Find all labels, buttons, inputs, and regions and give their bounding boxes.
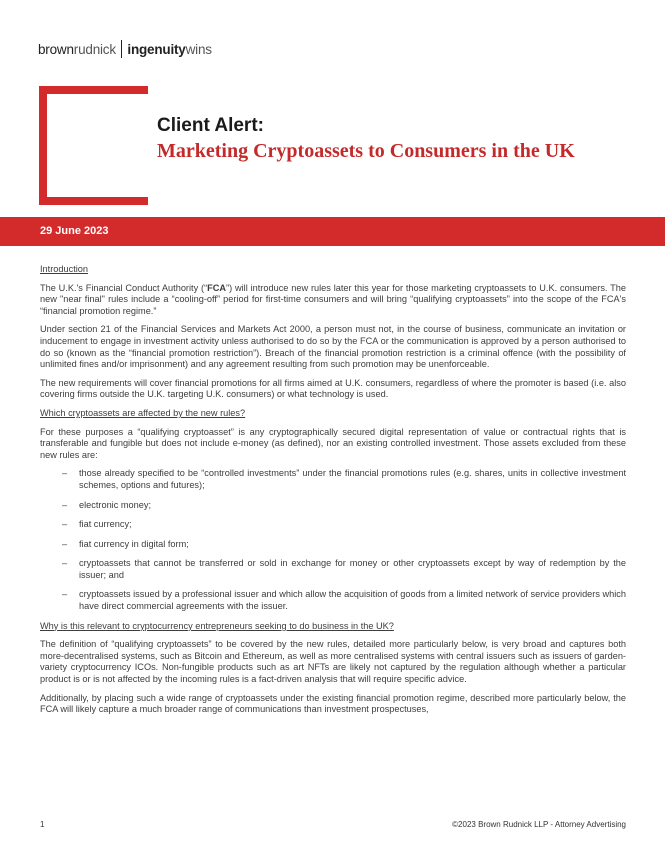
paragraph-section21: Under section 21 of the Financial Services and Markets Act 2000, a person must not, in the course of business, communicate an invitation or inducement to engage in investment activity unless authorised to do so by the FCA or the communication is approved by a person authorised to do so (known as the “financial promotion restriction”). Breach of the financial promotion restriction is a criminal offence (with the possibility of unlimited fines and/or imprisonment) and any agreement resulting from such promotion may be unenforceable. bbox=[40, 324, 626, 370]
page-title-label: Client Alert: bbox=[157, 115, 264, 136]
dash-bullet: – bbox=[62, 519, 68, 530]
publication-date: 29 June 2023 bbox=[40, 225, 109, 237]
list-item bbox=[40, 500, 626, 512]
list-item bbox=[40, 589, 626, 612]
paragraph-new-requirements: The new requirements will cover financial promotions for all firms aimed at U.K. consumers, regardless of where the promoter is based (i.e. also covering firms outside the U.K. targeting U.K. consumers) or what technology is used. bbox=[40, 377, 626, 400]
brand-logo bbox=[38, 40, 212, 58]
dash-bullet: – bbox=[62, 558, 68, 569]
document-body bbox=[40, 264, 626, 723]
logo-ingenuity: ingenuity bbox=[127, 41, 186, 57]
list-item bbox=[40, 558, 626, 581]
logo-brown: brown bbox=[38, 41, 74, 57]
page-title: Marketing Cryptoassets to Consumers in the UK bbox=[157, 140, 575, 162]
dash-bullet: – bbox=[62, 538, 68, 549]
list-item-text: electronic money; bbox=[79, 499, 152, 510]
footer-copyright: ©2023 Brown Rudnick LLP - Attorney Advertising bbox=[452, 820, 626, 829]
logo-rudnick: rudnick bbox=[73, 41, 116, 57]
paragraph-definition-scope: The definition of “qualifying cryptoassets” to be covered by the new rules, detailed more particularly below, is very broad and captures both more-decentralised systems, such as Bitcoin and Ethereum, as well as more centralised systems with central issuers such as issuers of garden-variety cryptocurrency ICOs. Non-fungible products such as art NFTs are likely not captured by the regulation although whether a particular product is or is not affected by the incoming rules is a fact-driven analysis that will require specific advice. bbox=[40, 639, 626, 685]
date-banner bbox=[0, 217, 665, 246]
list-item-text: those already specified to be “controlled investments” under the financial promotions rules (e.g. shares, units in collective investment schemes, options and futures); bbox=[79, 468, 626, 490]
logo-divider bbox=[121, 40, 123, 58]
dash-bullet: – bbox=[62, 589, 68, 600]
list-item bbox=[40, 539, 626, 551]
heading-introduction: Introduction bbox=[40, 264, 89, 274]
list-item-text: fiat currency; bbox=[79, 519, 132, 530]
paragraph-additionally: Additionally, by placing such a wide range of cryptoassets under the existing financial promotion regime, described more particularly below, the FCA will likely capture a much broader range of communications than investment prospectuses, bbox=[40, 692, 626, 715]
exclusions-list bbox=[40, 468, 626, 612]
list-item-text: fiat currency in digital form; bbox=[79, 538, 189, 549]
paragraph-intro-part2: ”) will introduce new rules later this year for those marketing cryptoassets to U.K. consumers. The new "near final" rules include a “cooling-off” period for first-time consumers and will bring “qualifying cryptoassets” into the scope of the FCA's “financial promotion regime.” bbox=[40, 282, 626, 316]
list-item-text: cryptoassets issued by a professional issuer and which allow the acquisition of goods from a limited network of service providers which have direct commercial agreements with the issuer. bbox=[79, 589, 626, 612]
logo-wins: wins bbox=[185, 41, 212, 57]
list-item bbox=[40, 519, 626, 531]
list-item bbox=[40, 468, 626, 491]
dash-bullet: – bbox=[62, 499, 68, 510]
red-bracket-decoration bbox=[39, 86, 148, 205]
heading-why-relevant: Why is this relevant to cryptocurrency entrepreneurs seeking to do business in the UK? bbox=[40, 620, 394, 631]
paragraph-intro bbox=[40, 283, 626, 318]
paragraph-intro-part1: The U.K.'s Financial Conduct Authority (“ bbox=[40, 282, 208, 293]
page-number: 1 bbox=[40, 820, 45, 829]
list-item-text: cryptoassets that cannot be transferred or sold in exchange for money or other cryptoassets except by way of redemption by the issuer; and bbox=[79, 558, 626, 580]
dash-bullet: – bbox=[62, 468, 68, 479]
heading-which-cryptoassets: Which cryptoassets are affected by the new rules? bbox=[40, 407, 246, 418]
paragraph-qualifying-definition: For these purposes a “qualifying cryptoasset” is any cryptographically secured digital representation of value or contractual rights that is transferable and fungible but does not include e-money (as defined), nor an existing controlled investment. Those assets excluded from these new rules are: bbox=[40, 426, 626, 460]
fca-abbreviation: FCA bbox=[207, 282, 227, 293]
